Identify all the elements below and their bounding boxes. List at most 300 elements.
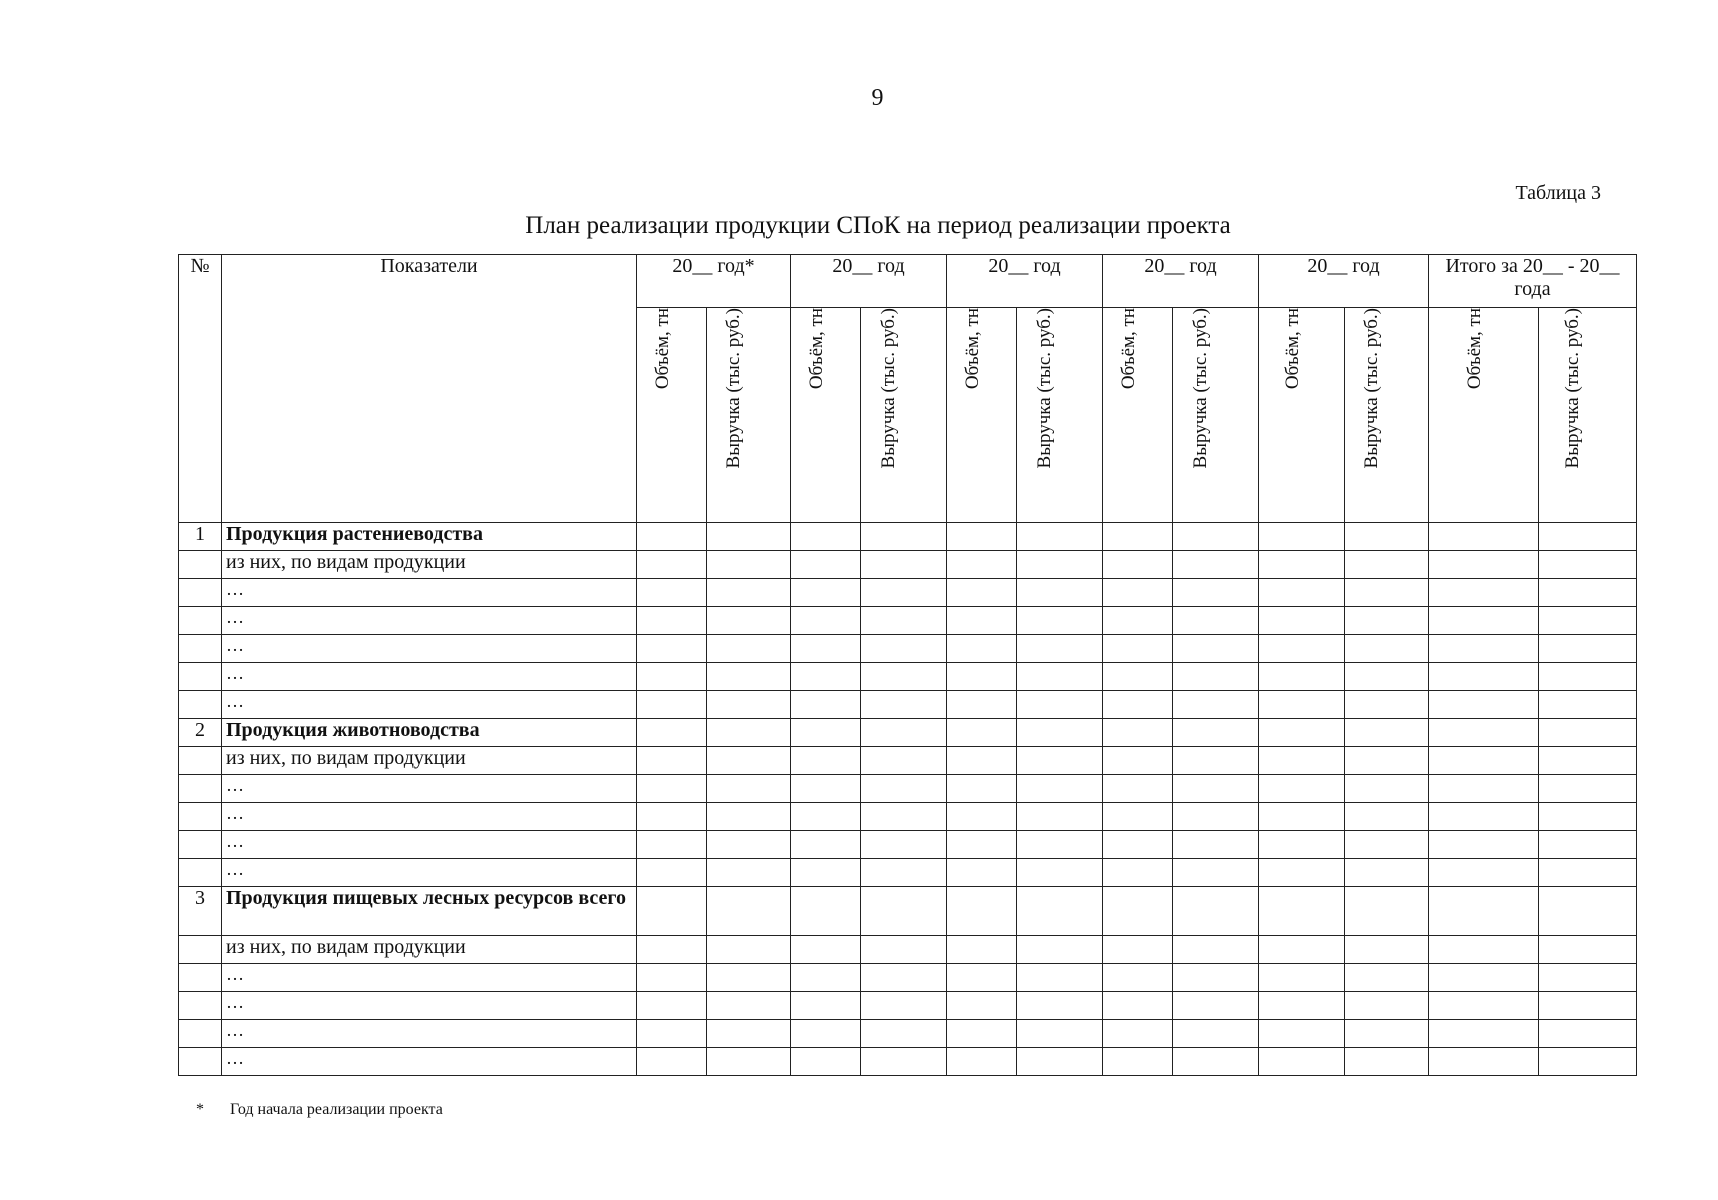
cell-volume[interactable] xyxy=(1103,635,1173,663)
cell-revenue[interactable] xyxy=(1017,803,1103,831)
cell-revenue[interactable] xyxy=(1173,964,1259,992)
cell-volume[interactable] xyxy=(1259,747,1345,775)
cell-volume[interactable] xyxy=(1429,803,1539,831)
table-row xyxy=(179,635,1637,663)
cell-revenue[interactable] xyxy=(1017,887,1103,936)
cell-revenue[interactable] xyxy=(861,523,947,551)
row-indicator: Продукция растениеводства xyxy=(222,523,637,551)
cell-volume[interactable] xyxy=(1429,775,1539,803)
cell-revenue[interactable] xyxy=(707,691,791,719)
cell-revenue[interactable] xyxy=(861,607,947,635)
cell-revenue[interactable] xyxy=(1539,663,1637,691)
cell-volume[interactable] xyxy=(637,635,707,663)
cell-volume[interactable] xyxy=(1103,992,1173,1020)
header-volume-label: Объём, тн xyxy=(1463,308,1485,390)
cell-revenue[interactable] xyxy=(707,523,791,551)
cell-volume[interactable] xyxy=(1103,964,1173,992)
table-row xyxy=(179,1048,1637,1076)
table-label: Таблица 3 xyxy=(1515,182,1601,204)
cell-revenue[interactable] xyxy=(1345,523,1429,551)
row-number xyxy=(179,936,222,964)
cell-revenue[interactable] xyxy=(1017,936,1103,964)
cell-revenue[interactable] xyxy=(1173,719,1259,747)
cell-volume[interactable] xyxy=(1429,1020,1539,1048)
cell-revenue[interactable] xyxy=(861,887,947,936)
cell-revenue[interactable] xyxy=(1173,691,1259,719)
cell-volume[interactable] xyxy=(637,936,707,964)
cell-volume[interactable] xyxy=(637,1048,707,1076)
cell-revenue[interactable] xyxy=(861,663,947,691)
cell-volume[interactable] xyxy=(1259,1020,1345,1048)
header-volume xyxy=(791,308,861,523)
cell-volume[interactable] xyxy=(1259,523,1345,551)
cell-volume[interactable] xyxy=(791,992,861,1020)
cell-revenue[interactable] xyxy=(1539,1020,1637,1048)
cell-revenue[interactable] xyxy=(1173,831,1259,859)
header-revenue xyxy=(1017,308,1103,523)
row-number xyxy=(179,1048,222,1076)
header-revenue xyxy=(861,308,947,523)
cell-volume[interactable] xyxy=(1429,1048,1539,1076)
row-number xyxy=(179,607,222,635)
row-number xyxy=(179,1020,222,1048)
cell-revenue[interactable] xyxy=(1539,964,1637,992)
table-row xyxy=(179,719,1637,747)
cell-volume[interactable] xyxy=(947,719,1017,747)
cell-revenue[interactable] xyxy=(707,579,791,607)
table-row xyxy=(179,551,1637,579)
row-indicator: … xyxy=(222,775,637,803)
cell-volume[interactable] xyxy=(637,803,707,831)
cell-volume[interactable] xyxy=(1429,579,1539,607)
cell-volume[interactable] xyxy=(637,719,707,747)
cell-volume[interactable] xyxy=(791,936,861,964)
header-volume xyxy=(947,308,1017,523)
cell-volume[interactable] xyxy=(1259,719,1345,747)
cell-revenue[interactable] xyxy=(1017,523,1103,551)
cell-revenue[interactable] xyxy=(1539,607,1637,635)
cell-revenue[interactable] xyxy=(707,747,791,775)
cell-revenue[interactable] xyxy=(1345,1020,1429,1048)
cell-revenue[interactable] xyxy=(1539,992,1637,1020)
cell-revenue[interactable] xyxy=(861,803,947,831)
cell-revenue[interactable] xyxy=(1539,803,1637,831)
cell-revenue[interactable] xyxy=(1345,775,1429,803)
cell-volume[interactable] xyxy=(791,1048,861,1076)
cell-revenue[interactable] xyxy=(1173,747,1259,775)
cell-revenue[interactable] xyxy=(1345,607,1429,635)
cell-volume[interactable] xyxy=(1429,747,1539,775)
cell-revenue[interactable] xyxy=(1539,936,1637,964)
cell-revenue[interactable] xyxy=(1017,831,1103,859)
table-row xyxy=(179,579,1637,607)
table-title: План реализации продукции СПоК на период реализации проекта xyxy=(525,212,1231,239)
cell-volume[interactable] xyxy=(1259,992,1345,1020)
cell-revenue[interactable] xyxy=(1173,635,1259,663)
cell-volume[interactable] xyxy=(1259,803,1345,831)
cell-volume[interactable] xyxy=(637,663,707,691)
cell-revenue[interactable] xyxy=(1539,719,1637,747)
cell-volume[interactable] xyxy=(791,607,861,635)
cell-volume[interactable] xyxy=(637,964,707,992)
cell-revenue[interactable] xyxy=(1017,747,1103,775)
row-indicator: … xyxy=(222,635,637,663)
cell-revenue[interactable] xyxy=(1345,936,1429,964)
header-year-5: 20__ год xyxy=(1259,255,1429,308)
row-indicator: … xyxy=(222,992,637,1020)
table-row xyxy=(179,964,1637,992)
cell-revenue[interactable] xyxy=(707,1048,791,1076)
cell-volume[interactable] xyxy=(1103,1020,1173,1048)
cell-volume[interactable] xyxy=(947,691,1017,719)
row-indicator: … xyxy=(222,1020,637,1048)
header-volume xyxy=(1103,308,1173,523)
cell-revenue[interactable] xyxy=(1345,859,1429,887)
cell-revenue[interactable] xyxy=(1539,523,1637,551)
cell-revenue[interactable] xyxy=(1017,663,1103,691)
row-indicator: … xyxy=(222,607,637,635)
header-revenue xyxy=(1173,308,1259,523)
row-indicator: из них, по видам продукции xyxy=(222,551,637,579)
cell-volume[interactable] xyxy=(1103,831,1173,859)
cell-volume[interactable] xyxy=(637,887,707,936)
cell-volume[interactable] xyxy=(1103,523,1173,551)
cell-volume[interactable] xyxy=(1103,551,1173,579)
cell-volume[interactable] xyxy=(1103,887,1173,936)
cell-volume[interactable] xyxy=(637,551,707,579)
cell-volume[interactable] xyxy=(637,1020,707,1048)
header-volume-label: Объём, тн xyxy=(1117,308,1139,390)
cell-revenue[interactable] xyxy=(1539,775,1637,803)
cell-volume[interactable] xyxy=(947,887,1017,936)
cell-revenue[interactable] xyxy=(1345,803,1429,831)
cell-revenue[interactable] xyxy=(861,964,947,992)
cell-revenue[interactable] xyxy=(861,551,947,579)
cell-revenue[interactable] xyxy=(1017,607,1103,635)
row-indicator: Продукция пищевых лесных ресурсов всего xyxy=(222,887,637,936)
cell-revenue[interactable] xyxy=(1539,1048,1637,1076)
header-revenue-label: Выручка (тыс. руб.) xyxy=(1561,308,1583,469)
cell-volume[interactable] xyxy=(791,859,861,887)
cell-revenue[interactable] xyxy=(1539,859,1637,887)
cell-volume[interactable] xyxy=(637,579,707,607)
page-number: 9 xyxy=(871,85,884,111)
cell-volume[interactable] xyxy=(1429,887,1539,936)
cell-revenue[interactable] xyxy=(1017,964,1103,992)
table-row xyxy=(179,803,1637,831)
cell-volume[interactable] xyxy=(637,607,707,635)
cell-volume[interactable] xyxy=(1259,775,1345,803)
row-number xyxy=(179,691,222,719)
cell-revenue[interactable] xyxy=(1017,635,1103,663)
row-number xyxy=(179,635,222,663)
cell-revenue[interactable] xyxy=(1345,691,1429,719)
cell-revenue[interactable] xyxy=(1345,964,1429,992)
cell-revenue[interactable] xyxy=(1173,1020,1259,1048)
cell-volume[interactable] xyxy=(1259,691,1345,719)
cell-volume[interactable] xyxy=(1259,936,1345,964)
row-number xyxy=(179,551,222,579)
cell-revenue[interactable] xyxy=(707,887,791,936)
cell-revenue[interactable] xyxy=(861,747,947,775)
cell-volume[interactable] xyxy=(947,579,1017,607)
cell-volume[interactable] xyxy=(1103,607,1173,635)
cell-revenue[interactable] xyxy=(707,964,791,992)
header-num: № xyxy=(179,255,222,523)
cell-volume[interactable] xyxy=(1259,663,1345,691)
header-year-4: 20__ год xyxy=(1103,255,1259,308)
row-number xyxy=(179,663,222,691)
cell-revenue[interactable] xyxy=(1017,579,1103,607)
cell-volume[interactable] xyxy=(791,887,861,936)
cell-volume[interactable] xyxy=(947,607,1017,635)
cell-revenue[interactable] xyxy=(1017,551,1103,579)
cell-volume[interactable] xyxy=(1259,859,1345,887)
cell-revenue[interactable] xyxy=(1539,831,1637,859)
header-volume-label: Объём, тн xyxy=(805,308,827,390)
cell-volume[interactable] xyxy=(637,775,707,803)
cell-revenue[interactable] xyxy=(1017,859,1103,887)
cell-revenue[interactable] xyxy=(1173,1048,1259,1076)
cell-revenue[interactable] xyxy=(707,607,791,635)
cell-revenue[interactable] xyxy=(1017,775,1103,803)
cell-revenue[interactable] xyxy=(1539,887,1637,936)
cell-volume[interactable] xyxy=(947,964,1017,992)
cell-volume[interactable] xyxy=(1103,719,1173,747)
header-revenue-label: Выручка (тыс. руб.) xyxy=(1360,308,1382,469)
cell-volume[interactable] xyxy=(1429,719,1539,747)
row-indicator: … xyxy=(222,663,637,691)
cell-revenue[interactable] xyxy=(707,936,791,964)
cell-volume[interactable] xyxy=(1429,523,1539,551)
cell-volume[interactable] xyxy=(637,992,707,1020)
cell-revenue[interactable] xyxy=(1017,1048,1103,1076)
cell-revenue[interactable] xyxy=(861,635,947,663)
cell-revenue[interactable] xyxy=(1173,663,1259,691)
cell-volume[interactable] xyxy=(947,523,1017,551)
row-indicator: … xyxy=(222,579,637,607)
cell-volume[interactable] xyxy=(791,523,861,551)
cell-revenue[interactable] xyxy=(861,1048,947,1076)
cell-volume[interactable] xyxy=(791,775,861,803)
cell-revenue[interactable] xyxy=(861,936,947,964)
cell-volume[interactable] xyxy=(791,831,861,859)
row-number xyxy=(179,831,222,859)
header-total: Итого за 20__ - 20__ года xyxy=(1429,255,1637,308)
cell-revenue[interactable] xyxy=(1345,1048,1429,1076)
cell-volume[interactable] xyxy=(947,775,1017,803)
cell-revenue[interactable] xyxy=(707,803,791,831)
cell-volume[interactable] xyxy=(1103,1048,1173,1076)
header-volume-label: Объём, тн xyxy=(961,308,983,390)
cell-volume[interactable] xyxy=(791,719,861,747)
cell-revenue[interactable] xyxy=(707,719,791,747)
cell-volume[interactable] xyxy=(791,691,861,719)
cell-revenue[interactable] xyxy=(1539,579,1637,607)
row-indicator: … xyxy=(222,691,637,719)
cell-revenue[interactable] xyxy=(1345,551,1429,579)
cell-volume[interactable] xyxy=(1259,607,1345,635)
cell-revenue[interactable] xyxy=(1173,523,1259,551)
cell-volume[interactable] xyxy=(1429,635,1539,663)
cell-revenue[interactable] xyxy=(707,551,791,579)
header-volume-label: Объём, тн xyxy=(651,308,673,390)
cell-volume[interactable] xyxy=(637,691,707,719)
cell-volume[interactable] xyxy=(1429,663,1539,691)
cell-volume[interactable] xyxy=(1103,859,1173,887)
cell-revenue[interactable] xyxy=(1173,992,1259,1020)
cell-volume[interactable] xyxy=(1259,635,1345,663)
header-revenue-label: Выручка (тыс. руб.) xyxy=(1033,308,1055,469)
cell-revenue[interactable] xyxy=(1539,747,1637,775)
cell-revenue[interactable] xyxy=(1017,1020,1103,1048)
cell-revenue[interactable] xyxy=(707,635,791,663)
cell-revenue[interactable] xyxy=(861,992,947,1020)
cell-revenue[interactable] xyxy=(861,579,947,607)
cell-volume[interactable] xyxy=(1429,607,1539,635)
cell-volume[interactable] xyxy=(791,964,861,992)
cell-volume[interactable] xyxy=(947,859,1017,887)
cell-revenue[interactable] xyxy=(707,775,791,803)
cell-volume[interactable] xyxy=(791,635,861,663)
cell-revenue[interactable] xyxy=(707,663,791,691)
cell-volume[interactable] xyxy=(1429,992,1539,1020)
table-header xyxy=(179,255,1637,523)
cell-revenue[interactable] xyxy=(1017,691,1103,719)
cell-volume[interactable] xyxy=(947,635,1017,663)
row-number xyxy=(179,992,222,1020)
footnote-text: Год начала реализации проекта xyxy=(230,1101,443,1118)
cell-revenue[interactable] xyxy=(1345,992,1429,1020)
cell-revenue[interactable] xyxy=(1173,607,1259,635)
header-year-1: 20__ год* xyxy=(637,255,791,308)
cell-volume[interactable] xyxy=(791,551,861,579)
cell-revenue[interactable] xyxy=(707,1020,791,1048)
row-indicator: … xyxy=(222,859,637,887)
cell-volume[interactable] xyxy=(637,747,707,775)
cell-volume[interactable] xyxy=(791,663,861,691)
cell-volume[interactable] xyxy=(947,663,1017,691)
cell-revenue[interactable] xyxy=(1539,635,1637,663)
cell-volume[interactable] xyxy=(1103,663,1173,691)
cell-revenue[interactable] xyxy=(1539,551,1637,579)
cell-volume[interactable] xyxy=(637,523,707,551)
cell-revenue[interactable] xyxy=(1173,803,1259,831)
cell-revenue[interactable] xyxy=(1017,719,1103,747)
cell-revenue[interactable] xyxy=(1017,992,1103,1020)
cell-volume[interactable] xyxy=(1429,831,1539,859)
cell-revenue[interactable] xyxy=(1345,663,1429,691)
table-row xyxy=(179,1020,1637,1048)
cell-volume[interactable] xyxy=(1429,691,1539,719)
cell-revenue[interactable] xyxy=(861,775,947,803)
cell-volume[interactable] xyxy=(1429,551,1539,579)
row-indicator: … xyxy=(222,831,637,859)
cell-revenue[interactable] xyxy=(861,719,947,747)
cell-revenue[interactable] xyxy=(1345,831,1429,859)
header-revenue-label: Выручка (тыс. руб.) xyxy=(877,308,899,469)
cell-revenue[interactable] xyxy=(861,691,947,719)
cell-volume[interactable] xyxy=(1429,964,1539,992)
cell-volume[interactable] xyxy=(1259,887,1345,936)
cell-volume[interactable] xyxy=(1429,936,1539,964)
cell-revenue[interactable] xyxy=(1345,579,1429,607)
cell-revenue[interactable] xyxy=(1539,691,1637,719)
cell-volume[interactable] xyxy=(947,936,1017,964)
cell-revenue[interactable] xyxy=(861,859,947,887)
cell-volume[interactable] xyxy=(1259,964,1345,992)
table-row xyxy=(179,887,1637,936)
cell-volume[interactable] xyxy=(791,803,861,831)
cell-volume[interactable] xyxy=(1259,831,1345,859)
footnote-mark: * xyxy=(196,1101,204,1118)
cell-volume[interactable] xyxy=(1429,859,1539,887)
header-year-2: 20__ год xyxy=(791,255,947,308)
cell-revenue[interactable] xyxy=(1345,719,1429,747)
cell-revenue[interactable] xyxy=(1345,635,1429,663)
cell-revenue[interactable] xyxy=(1173,551,1259,579)
cell-volume[interactable] xyxy=(1103,579,1173,607)
header-volume xyxy=(637,308,707,523)
table-body xyxy=(179,523,1637,1076)
cell-revenue[interactable] xyxy=(1345,747,1429,775)
header-year-3: 20__ год xyxy=(947,255,1103,308)
cell-volume[interactable] xyxy=(1259,551,1345,579)
header-revenue-label: Выручка (тыс. руб.) xyxy=(1189,308,1211,469)
cell-volume[interactable] xyxy=(947,1020,1017,1048)
row-indicator: … xyxy=(222,1048,637,1076)
cell-volume[interactable] xyxy=(1103,775,1173,803)
cell-volume[interactable] xyxy=(947,551,1017,579)
row-indicator: из них, по видам продукции xyxy=(222,936,637,964)
cell-revenue[interactable] xyxy=(707,992,791,1020)
cell-volume[interactable] xyxy=(1259,1048,1345,1076)
cell-revenue[interactable] xyxy=(861,1020,947,1048)
row-indicator: из них, по видам продукции xyxy=(222,747,637,775)
cell-volume[interactable] xyxy=(1103,936,1173,964)
cell-revenue[interactable] xyxy=(861,831,947,859)
cell-revenue[interactable] xyxy=(1173,579,1259,607)
cell-volume[interactable] xyxy=(791,1020,861,1048)
table-row xyxy=(179,691,1637,719)
cell-volume[interactable] xyxy=(1103,803,1173,831)
table-row xyxy=(179,936,1637,964)
cell-revenue[interactable] xyxy=(707,831,791,859)
cell-volume[interactable] xyxy=(1259,579,1345,607)
cell-volume[interactable] xyxy=(947,747,1017,775)
cell-volume[interactable] xyxy=(791,579,861,607)
cell-volume[interactable] xyxy=(947,831,1017,859)
table-row xyxy=(179,992,1637,1020)
cell-volume[interactable] xyxy=(947,1048,1017,1076)
cell-revenue[interactable] xyxy=(1173,859,1259,887)
cell-volume[interactable] xyxy=(791,747,861,775)
cell-volume[interactable] xyxy=(1103,747,1173,775)
cell-revenue[interactable] xyxy=(1173,936,1259,964)
header-revenue xyxy=(1539,308,1637,523)
cell-revenue[interactable] xyxy=(1173,775,1259,803)
cell-volume[interactable] xyxy=(947,803,1017,831)
header-volume xyxy=(1259,308,1345,523)
cell-revenue[interactable] xyxy=(1345,887,1429,936)
header-revenue-label: Выручка (тыс. руб.) xyxy=(722,308,744,469)
cell-revenue[interactable] xyxy=(707,859,791,887)
cell-volume[interactable] xyxy=(1103,691,1173,719)
cell-volume[interactable] xyxy=(947,992,1017,1020)
cell-volume[interactable] xyxy=(637,859,707,887)
cell-revenue[interactable] xyxy=(1173,887,1259,936)
cell-volume[interactable] xyxy=(637,831,707,859)
